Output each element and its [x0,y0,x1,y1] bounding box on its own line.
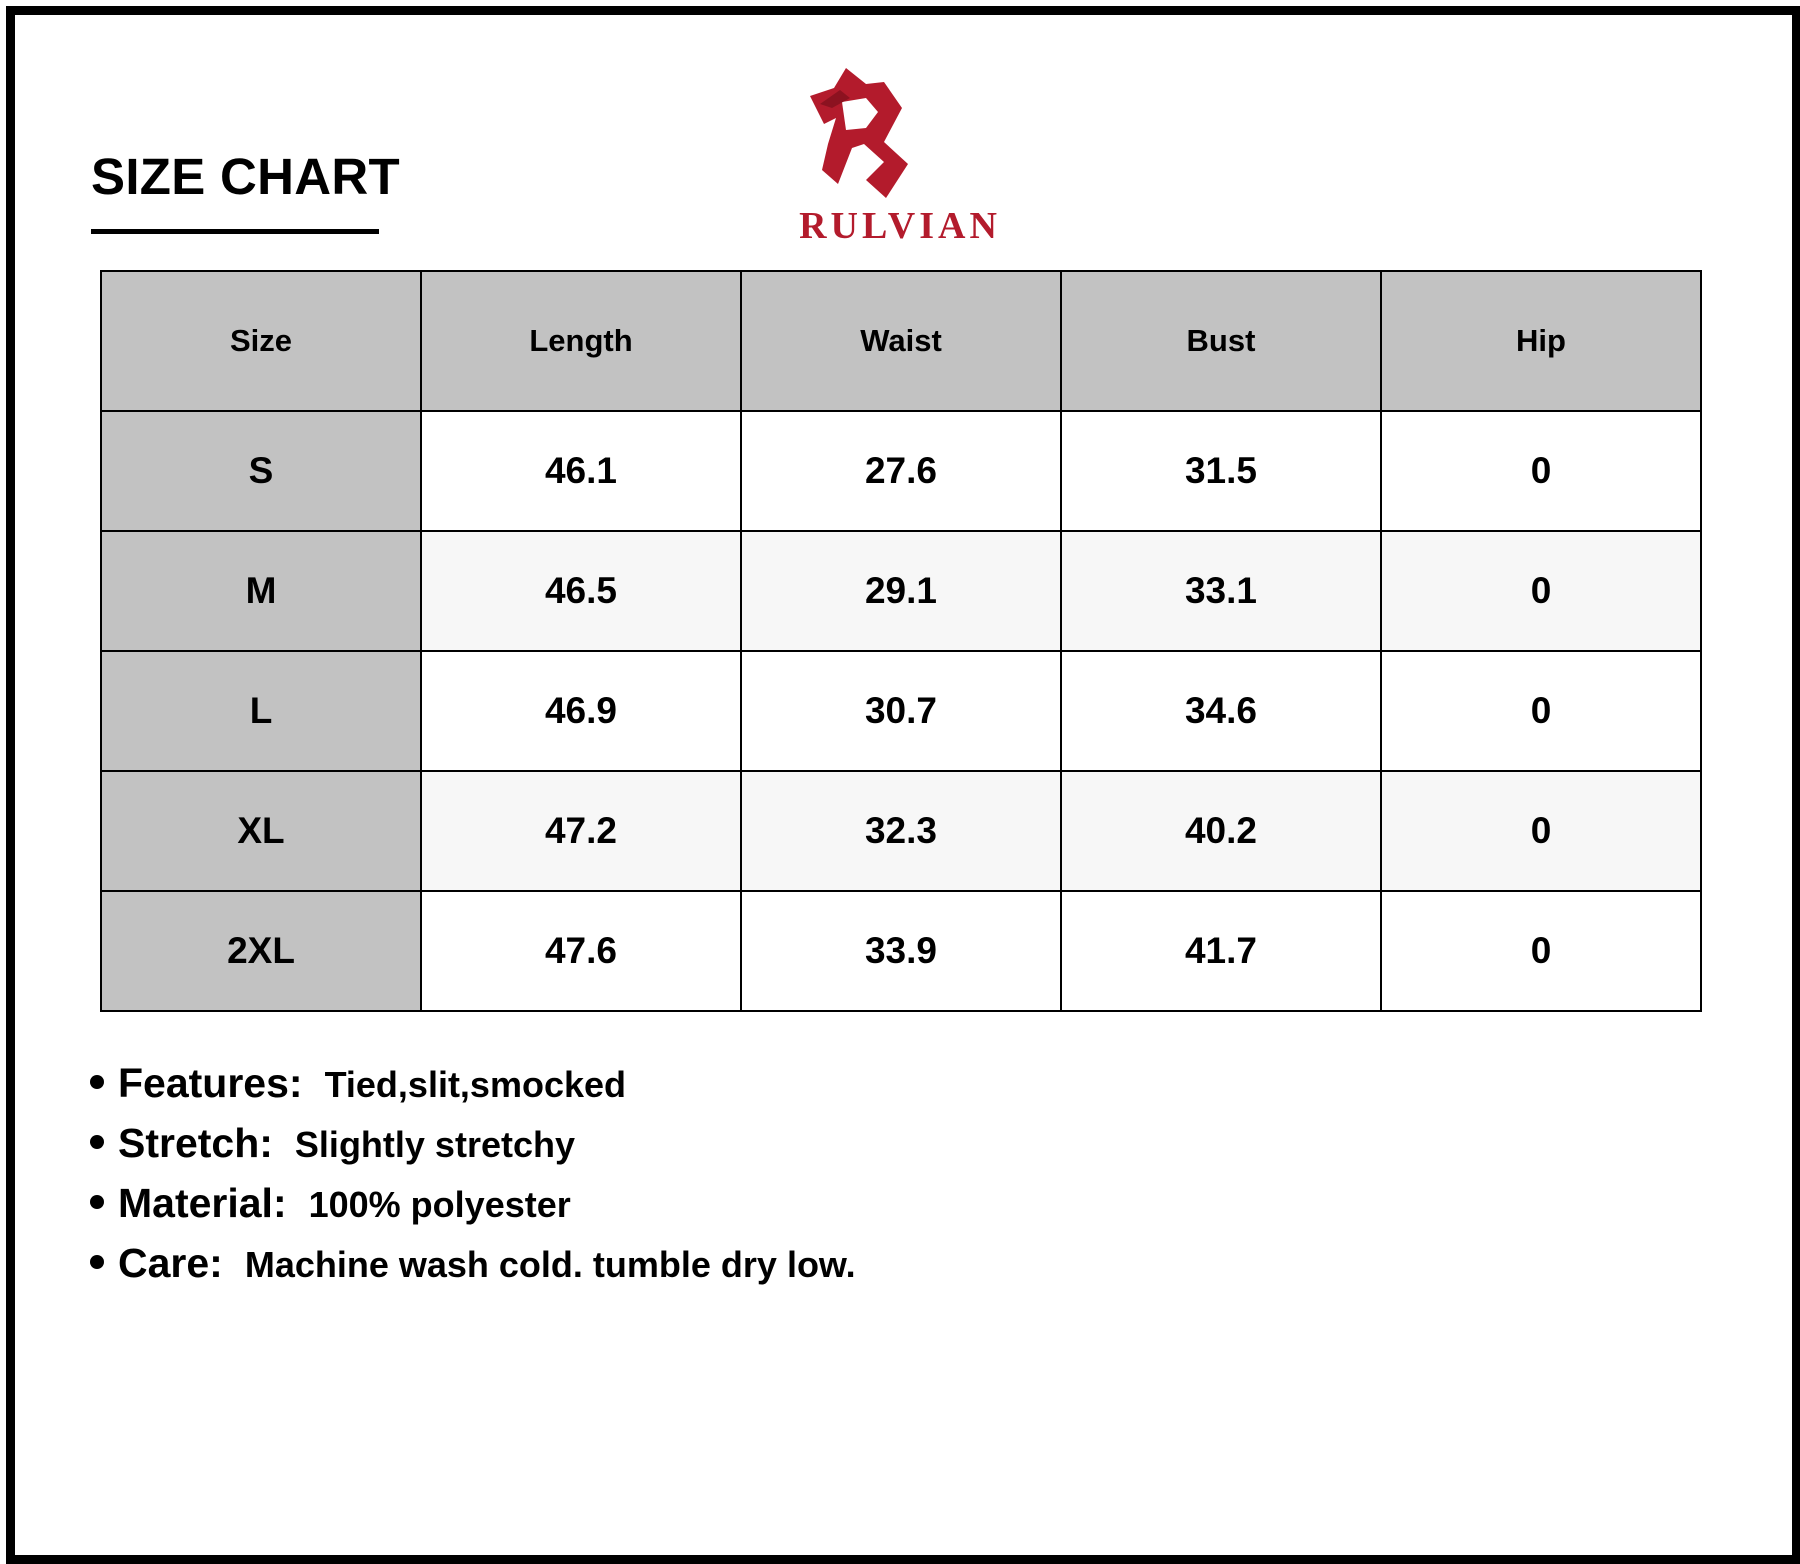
table-row [101,651,1701,771]
hip-cell: 0 [1381,651,1701,771]
detail-features [90,1060,856,1120]
size-cell: XL [101,771,421,891]
column-header-bust: Bust [1061,271,1381,411]
column-header-waist: Waist [741,271,1061,411]
size-cell: L [101,651,421,771]
detail-value: Tied,slit,smocked [324,1064,627,1105]
bullet-icon [90,1255,104,1269]
detail-care [90,1240,856,1300]
detail-label: Stretch: [118,1120,273,1166]
table-header-row [101,271,1701,411]
column-header-length: Length [421,271,741,411]
bust-cell: 40.2 [1061,771,1381,891]
table-row [101,411,1701,531]
waist-cell: 33.9 [741,891,1061,1011]
title-underline [91,229,379,234]
length-cell: 46.5 [421,531,741,651]
size-cell: M [101,531,421,651]
hip-cell: 0 [1381,531,1701,651]
r-logo-icon [780,64,920,204]
bust-cell: 34.6 [1061,651,1381,771]
table-row [101,891,1701,1011]
detail-value: 100% polyester [308,1184,571,1225]
detail-value: Machine wash cold. tumble dry low. [244,1244,856,1285]
bust-cell: 31.5 [1061,411,1381,531]
detail-label: Care: [118,1240,223,1286]
hip-cell: 0 [1381,771,1701,891]
hip-cell: 0 [1381,411,1701,531]
waist-cell: 30.7 [741,651,1061,771]
bullet-icon [90,1075,104,1089]
table-row [101,771,1701,891]
table-row [101,531,1701,651]
length-cell: 47.6 [421,891,741,1011]
waist-cell: 32.3 [741,771,1061,891]
length-cell: 47.2 [421,771,741,891]
column-header-size: Size [101,271,421,411]
detail-value: Slightly stretchy [294,1124,575,1165]
hip-cell: 0 [1381,891,1701,1011]
bullet-icon [90,1135,104,1149]
bust-cell: 41.7 [1061,891,1381,1011]
waist-cell: 29.1 [741,531,1061,651]
size-cell: S [101,411,421,531]
column-header-hip: Hip [1381,271,1701,411]
detail-label: Features: [118,1060,303,1106]
size-table [100,270,1702,1012]
detail-label: Material: [118,1180,287,1226]
detail-material [90,1180,856,1240]
brand-name: RULVIAN [799,205,1001,247]
size-cell: 2XL [101,891,421,1011]
length-cell: 46.9 [421,651,741,771]
waist-cell: 27.6 [741,411,1061,531]
detail-stretch [90,1120,856,1180]
product-details [90,1060,856,1300]
page-title: SIZE CHART [91,148,400,205]
length-cell: 46.1 [421,411,741,531]
bust-cell: 33.1 [1061,531,1381,651]
bullet-icon [90,1195,104,1209]
